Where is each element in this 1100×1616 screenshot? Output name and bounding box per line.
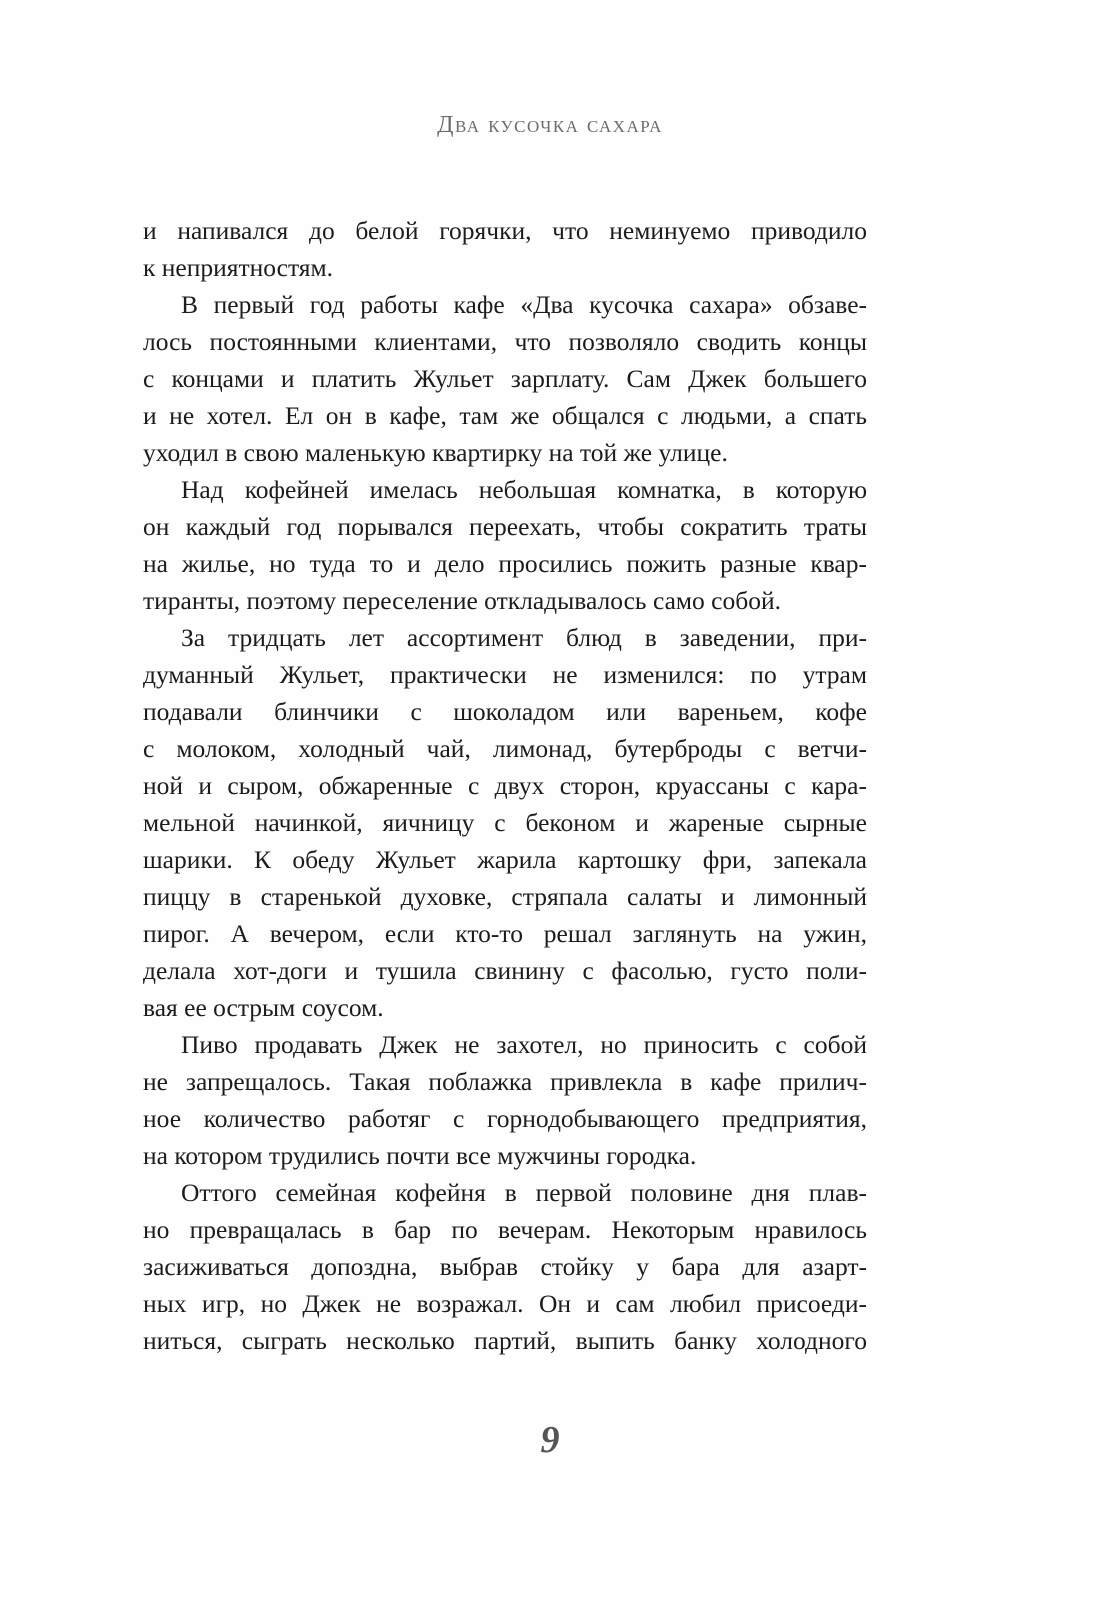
paragraph-start-line: В первый год работы кафе «Два кусочка сахара» обзаве- xyxy=(181,290,867,319)
text-line: засиживаться допоздна, выбрав стойку у бара для азарт- xyxy=(143,1252,867,1281)
text-line: мельной начинкой, яичницу с беконом и жареные сырные xyxy=(143,808,867,837)
text-line: он каждый год порывался переехать, чтобы сократить траты xyxy=(143,512,867,541)
text-line: и не хотел. Ел он в кафе, там же общался с людьми, а спать xyxy=(143,401,867,430)
text-line: пирог. А вечером, если кто-то решал заглянуть на ужин, xyxy=(143,919,867,948)
running-head: Два кусочка сахара xyxy=(437,112,663,138)
text-line: к неприятностям. xyxy=(143,253,334,282)
text-line: с молоком, холодный чай, лимонад, бутерброды с ветчи- xyxy=(143,734,867,763)
body-text xyxy=(143,212,867,1359)
text-line: шарики. К обеду Жульет жарила картошку фри, запекала xyxy=(143,845,867,874)
text-line: ниться, сыграть несколько партий, выпить банку холодного xyxy=(143,1326,867,1355)
text-line: пиццу в старенькой духовке, стряпала салаты и лимонный xyxy=(143,882,867,911)
text-line: вая ее острым соусом. xyxy=(143,993,384,1022)
text-line: не запрещалось. Такая поблажка привлекла в кафе прилич- xyxy=(143,1067,867,1096)
text-line: подавали блинчики с шоколадом или вареньем, кофе xyxy=(143,697,867,726)
text-line: на котором трудились почти все мужчины городка. xyxy=(143,1141,697,1170)
text-line: уходил в свою маленькую квартирку на той же улице. xyxy=(143,438,728,467)
text-line: ных игр, но Джек не возражал. Он и сам любил присоеди- xyxy=(143,1289,867,1318)
text-line: с концами и платить Жульет зарплату. Сам Джек большего xyxy=(143,364,867,393)
text-line: ное количество работяг с горнодобывающего предприятия, xyxy=(143,1104,867,1133)
page-number: 9 xyxy=(540,1419,560,1461)
paragraph-start-line: Над кофейней имелась небольшая комнатка, в которую xyxy=(181,475,867,504)
text-line: ной и сыром, обжаренные с двух сторон, круассаны с кара- xyxy=(143,771,867,800)
text-line: но превращалась в бар по вечерам. Некоторым нравилось xyxy=(143,1215,867,1244)
text-line: тиранты, поэтому переселение откладывалось само собой. xyxy=(143,586,781,615)
text-line: делала хот-доги и тушила свинину с фасолью, густо поли- xyxy=(143,956,867,985)
paragraph-start-line: Пиво продавать Джек не захотел, но приносить с собой xyxy=(181,1030,867,1059)
paragraph-start-line: Оттого семейная кофейня в первой половине дня плав- xyxy=(181,1178,867,1207)
text-line: думанный Жульет, практически не изменился: по утрам xyxy=(143,660,867,689)
paragraph-start-line: За тридцать лет ассортимент блюд в заведении, при- xyxy=(181,623,867,652)
text-line: и напивался до белой горячки, что неминуемо приводило xyxy=(143,216,867,245)
text-line: на жилье, но туда то и дело просились пожить разные квар- xyxy=(143,549,867,578)
text-line: лось постоянными клиентами, что позволяло сводить концы xyxy=(143,327,867,356)
